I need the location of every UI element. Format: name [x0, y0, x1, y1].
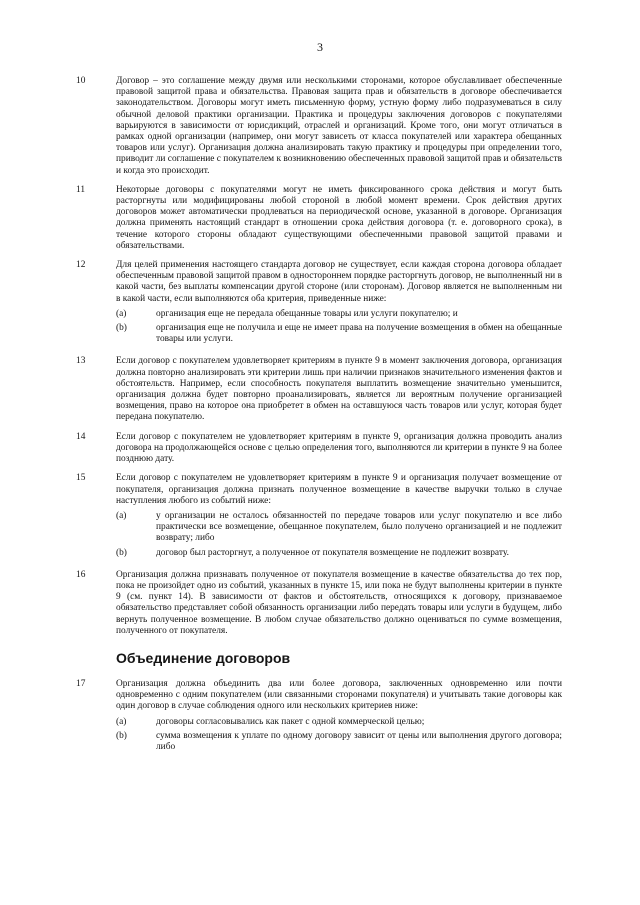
sub-item [116, 731, 562, 753]
paragraph [76, 473, 562, 561]
paragraph-text: Если договор с покупателем не удовлетворяет критериям в пункте 9, организация должна проводить анализ договора на продолжающейся основе с целью определения того, выполняются ли критерии в пункте 9 на более позднюю дату. [116, 431, 562, 465]
paragraph-text: Организация должна объединить два или более договора, заключенных одновременно или почти одновременно с одним покупателем (или связанными сторонами покупателя) и учитывать такие договоры как один договор в случае соблюдения одного или нескольких критериев ниже: [116, 678, 562, 712]
paragraph [76, 76, 562, 177]
paragraph-number: 15 [76, 473, 86, 484]
paragraph [76, 185, 562, 252]
paragraph-body [116, 260, 562, 348]
sub-item-list [116, 511, 562, 559]
page-number: 3 [317, 40, 323, 54]
sub-item-text: сумма возмещения к уплате по одному договору зависит от цены или выполнения другого договора; либо [156, 730, 562, 752]
sub-item-label: (b) [116, 730, 127, 741]
paragraph-number: 17 [76, 678, 86, 689]
sub-item-list [116, 309, 562, 346]
paragraph [76, 356, 562, 423]
paragraph-number: 16 [76, 569, 86, 580]
paragraph-text: Договор – это соглашение между двумя или несколькими сторонами, которое обуславливает обеспеченные правовой защитой права и обязательства. Правовая защита прав и обязательств в договоре обеспечивается законодательством. Договоры могут иметь письменную форму, устную форму либо подразумеваться в силу обычной деловой практики организации. Практика и процедуры заключения договоров с покупателями варьируются в зависимости от юрисдикций, отраслей и организаций. Кроме того, они могут отличаться в рамках одной организации (например, они могут зависеть от класса покупателей или характера обещанных товаров или услуг). Организация должна анализировать такую практику и процедуры при определении того, приводит ли соглашение с покупателем к возникновению обеспеченных правовой защитой прав и обязательств и когда это происходит. [116, 76, 562, 176]
paragraph-number: 14 [76, 431, 86, 442]
paragraphs-bottom [76, 679, 562, 756]
sub-item-text: организация еще не получила и еще не имеет права на получение возмещения в обмен на обещанные товары или услуги. [156, 323, 562, 345]
sub-item-label: (b) [116, 323, 127, 334]
sub-item-text: договоры согласовывались как пакет с одной коммерческой целью; [156, 716, 425, 727]
sub-item [116, 717, 562, 728]
sub-item-label: (a) [116, 716, 127, 727]
paragraph [76, 679, 562, 756]
page-content [76, 76, 562, 764]
sub-item-text: организация еще не передала обещанные товары или услуги покупателю; и [156, 308, 458, 319]
sub-item [116, 309, 562, 320]
paragraph-text: Некоторые договоры с покупателями могут не иметь фиксированного срока действия и могут быть расторгнуты или модифицированы любой стороной в любой момент времени. Срок действия других договоров может автоматически продлеваться на периодической основе, указанной в договоре. Организация должна применять настоящий стандарт в отношении срока действия договора (т. е. договорного срока), в течение которого стороны обладают существующими обеспеченными правовой защитой правами и обязательствами. [116, 184, 562, 251]
paragraph [76, 260, 562, 348]
paragraph-body [116, 76, 562, 177]
paragraph-text: Организация должна признавать полученное от покупателя возмещение в качестве обязательства до тех пор, пока не произойдет одно из событий, указанных в пункте 15, или пока не будут выполнены критерии в пункте 9 (см. пункт 14). В зависимости от фактов и обстоятельств, относящихся к договору, признаваемое обязательство представляет собой обязанность организации либо передать товары или услуги в будущем, либо вернуть полученное возмещение. В любом случае обязательство должно оцениваться по сумме возмещения, полученного от покупателя. [116, 569, 562, 636]
paragraph [76, 570, 562, 637]
paragraph-number: 12 [76, 260, 86, 271]
paragraph-body [116, 473, 562, 561]
sub-item-list [116, 717, 562, 754]
sub-item [116, 323, 562, 345]
paragraph-number: 11 [76, 184, 86, 195]
paragraph [76, 432, 562, 466]
sub-item-label: (b) [116, 547, 127, 558]
paragraph-text: Если договор с покупателем удовлетворяет критериям в пункте 9 в момент заключения договора, организация должна повторно анализировать эти критерии лишь при наличии признаков значительного изменения фактов и обстоятельств. Например, если способность покупателя выплатить возмещение значительно уменьшится, организация должна будет повторно проанализировать, является ли вероятным получение организацией возмещения, право на которое она приобретет в обмен на оставшуюся часть товаров или услуг, которая будет передана покупателю. [116, 356, 562, 423]
paragraph-text: Если договор с покупателем не удовлетворяет критериям в пункте 9 и организация получает возмещение от покупателя, организация должна признать полученное возмещение в качестве выручки только в случае наступления любого из событий ниже: [116, 473, 562, 506]
paragraph-body [116, 356, 562, 423]
paragraphs-top [76, 76, 562, 637]
section-heading: Объединение договоров [116, 649, 291, 666]
paragraph-number: 10 [76, 76, 86, 86]
paragraph-body [116, 185, 562, 252]
paragraph-text: Для целей применения настоящего стандарта договор не существует, если каждая сторона договора обладает обеспеченным правовой защитой правом в одностороннем порядке расторгнуть договор, не выполненный ни в какой части, без выплаты компенсации другой стороне (или сторонам). Договор является не выполненным ни в какой части, если выполняются оба критерия, приведенные ниже: [116, 260, 562, 304]
sub-item-text: договор был расторгнут, а полученное от покупателя возмещение не подлежит возврату. [156, 547, 509, 558]
sub-item-text: у организации не осталось обязанностей по передаче товаров или услуг покупателю и все либо практически все возмещение, обещанное покупателем, было получено организацией и не подлежит возврату; либо [156, 510, 562, 544]
sub-item-label: (a) [116, 510, 127, 521]
paragraph-number: 13 [76, 356, 86, 367]
paragraph-body [116, 432, 562, 466]
paragraph-body [116, 570, 562, 637]
sub-item-label: (a) [116, 308, 127, 319]
sub-item [116, 511, 562, 545]
paragraph-body [116, 679, 562, 756]
sub-item [116, 548, 562, 559]
